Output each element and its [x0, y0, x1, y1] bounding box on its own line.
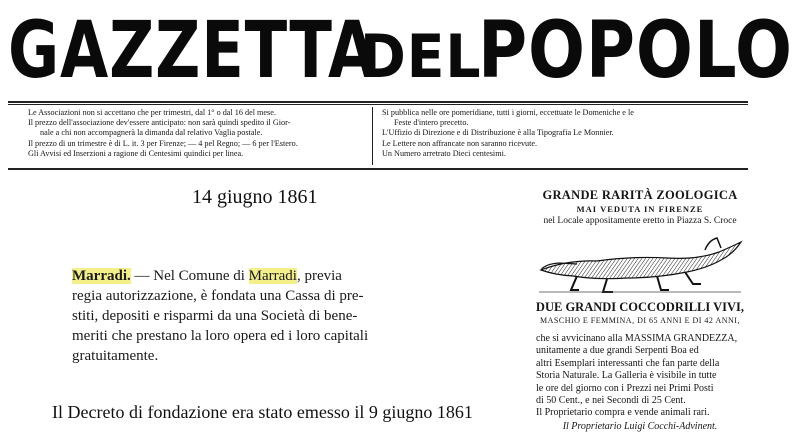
notice-line: Le Lettere non affrancate non saranno ricevute. — [382, 138, 538, 148]
notice-line: Il prezzo dell'associazione dev'essere anticipato: non sarà quindi spedito il Gior- — [28, 118, 291, 128]
advert-location: nel Locale appositamente eretto in Piazza S. Croce — [543, 216, 737, 226]
article-clipping — [72, 266, 432, 366]
highlighted-town: Marradi. — [72, 268, 131, 284]
crocodile-engraving — [537, 230, 743, 296]
article-text: , previa — [296, 268, 342, 284]
masthead-rule-bottom — [8, 168, 748, 170]
notice-line: Le Associazioni non si accettano che per trimestri, dal 1° o dal 16 del mese. — [28, 108, 276, 117]
article-line: regia autorizzazione, è fondata una Cassa di pre- — [72, 288, 364, 304]
article-line — [72, 266, 432, 286]
article-text: — Nel Comune di — [130, 268, 249, 284]
masthead-title-popolo: POPOLO — [478, 6, 793, 96]
advert-crocodiles-title: DUE GRANDI COCCODRILLI VIVI, — [535, 300, 745, 314]
publication-notice — [382, 108, 742, 159]
article-line: stiti, depositi e risparmi da una Società di bene- — [72, 308, 358, 324]
notice-line: Feste d'intero precetto. — [394, 118, 469, 128]
advert-subtitle: MAI VEDUTA IN FIRENZE — [576, 204, 704, 214]
advert-crocodiles-subtitle: MASCHIO E FEMMINA, DI 65 ANNI E DI 42 ANNI, — [540, 316, 740, 325]
notice-line: L'Uffizio di Direzione e di Distribuzione è alla Tipografia Le Monnier. — [382, 128, 614, 138]
zoological-advert — [532, 182, 748, 432]
notice-line: nale a chi non accompagnerà la dimanda dal relativo Vaglia postale. — [40, 128, 263, 138]
highlighted-town: Marradi — [248, 268, 297, 284]
advert-line: di 50 Cent., e nei Secondi di 25 Cent. — [536, 395, 686, 407]
advert-body — [532, 333, 748, 420]
notice-column-divider — [372, 107, 373, 165]
subscription-notice — [28, 108, 368, 159]
notice-line: Il prezzo di un trimestre è di L. it. 3 per Firenze; — 4 pel Regno; — 6 per l'Estero. — [28, 138, 298, 148]
advert-line: unitamente a due grandi Serpenti Boa ed — [536, 345, 699, 357]
article-line: gratuitamente. — [72, 348, 159, 364]
advert-proprietor: Il Proprietario Luigi Cocchi-Advinent. — [562, 420, 718, 432]
advert-line: le ore del giorno con i Prezzi nei Primi Posti — [536, 382, 714, 394]
decree-caption: Il Decreto di fondazione era stato emesso il 9 giugno 1861 — [52, 402, 473, 422]
notice-line: Un Numero arretrato Dieci centesimi. — [382, 148, 506, 158]
advert-line: Il Proprietario compra e vende animali rari. — [536, 407, 710, 419]
masthead-rule-top — [8, 101, 748, 103]
notice-line: Si pubblica nelle ore pomeridiane, tutti i giorni, eccettuate le Domeniche e le — [382, 108, 634, 117]
advert-title: GRANDE RARITÀ ZOOLOGICA — [542, 188, 738, 202]
advert-line: che si avvicinano alla MASSIMA GRANDEZZA, — [536, 333, 738, 344]
advert-line: Storia Naturale. La Galleria è visibile in tutte — [536, 370, 717, 382]
date-caption: 14 giugno 1861 — [192, 186, 318, 208]
advert-line: altri Esemplari interessanti che fan parte della — [536, 357, 720, 369]
masthead-rule-top-thin — [8, 104, 748, 105]
article-line: meriti che prestano la loro opera ed i loro capitali — [72, 328, 369, 344]
masthead-title-gazzetta: GAZZETTA — [8, 6, 378, 96]
notice-line: Gli Avvisi ed Inserzioni a ragione di Centesimi quindici per linea. — [28, 148, 244, 158]
masthead-title-del: DEL — [360, 22, 482, 92]
